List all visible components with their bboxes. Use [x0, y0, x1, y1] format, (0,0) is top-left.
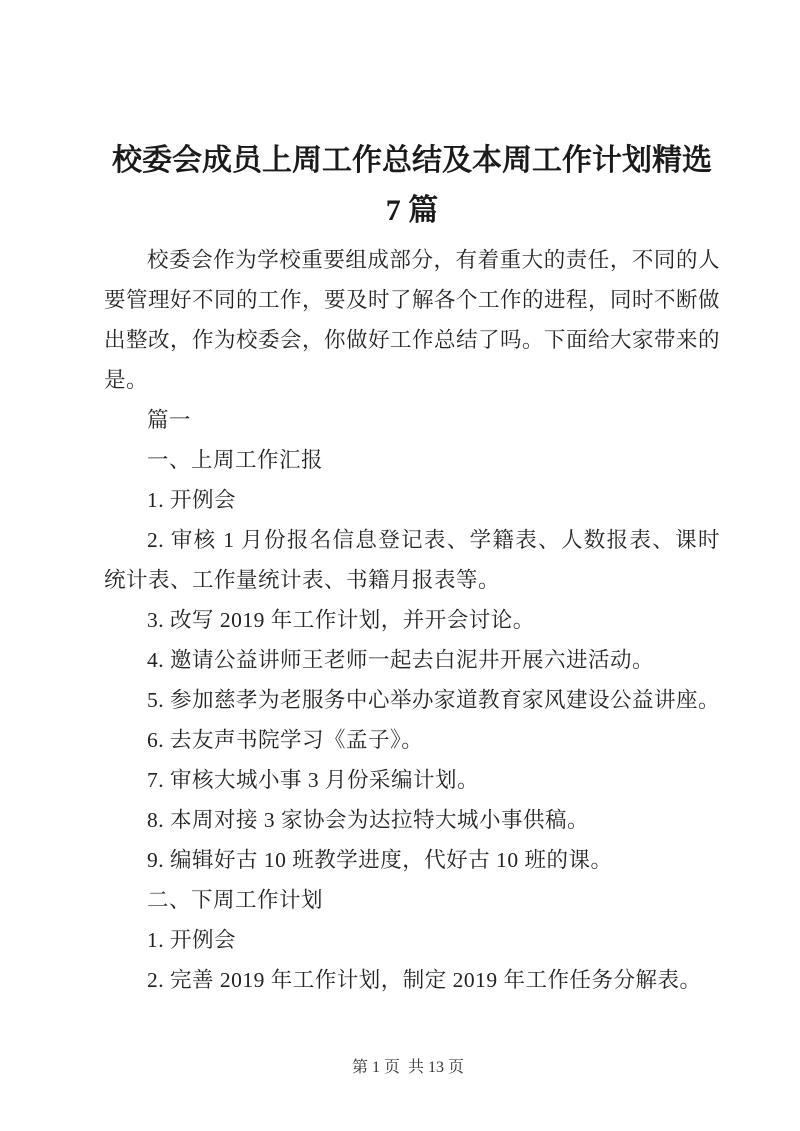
- paragraph-item: 1. 开例会: [147, 928, 237, 952]
- paragraph-item: 3. 改写 2019 年工作计划，并开会讨论。: [147, 608, 535, 632]
- document-body: [104, 240, 720, 1000]
- document-title: [104, 136, 720, 236]
- paragraph-item: 2. 完善 2019 年工作计划，制定 2019 年工作任务分解表。: [147, 968, 702, 992]
- paragraph-item: 8. 本周对接 3 家协会为达拉特大城小事供稿。: [147, 808, 590, 832]
- page-number-indicator: 第 1 页 共 13 页: [351, 1059, 464, 1076]
- paragraph-item: 9. 编辑好古 10 班教学进度，代好古 10 班的课。: [147, 848, 613, 872]
- paragraph-section-pian-yi: 篇一: [147, 408, 192, 432]
- paragraph-item: 6. 去友声书院学习《孟子》。: [147, 728, 424, 752]
- paragraph-item: 7. 审核大城小事 3 月份采编计划。: [147, 768, 480, 792]
- paragraph-heading-next-week: 二、下周工作计划: [147, 888, 324, 912]
- paragraph-item: 1. 开例会: [147, 488, 237, 512]
- paragraph-item: 4. 邀请公益讲师王老师一起去白泥井开展六进活动。: [147, 648, 655, 672]
- document-content: [104, 136, 720, 1000]
- document-title-line-2: 7 篇: [385, 194, 439, 227]
- document-title-line-1: 校委会成员上周工作总结及本周工作计划精选: [112, 144, 712, 177]
- paragraph-heading-last-week: 一、上周工作汇报: [147, 448, 324, 472]
- paragraph-intro: 校委会作为学校重要组成部分，有着重大的责任，不同的人要管理好不同的工作，要及时了解各个工作的进程，同时不断做出整改，作为校委会，你做好工作总结了吗。下面给大家带来的是。: [104, 248, 721, 392]
- paragraph-item: 5. 参加慈孝为老服务中心举办家道教育家风建设公益讲座。: [147, 688, 721, 712]
- page-footer: [0, 1036, 800, 1095]
- paragraph-item: 2. 审核 1 月份报名信息登记表、学籍表、人数报表、课时统计表、工作量统计表、书籍月报表等。: [104, 528, 720, 592]
